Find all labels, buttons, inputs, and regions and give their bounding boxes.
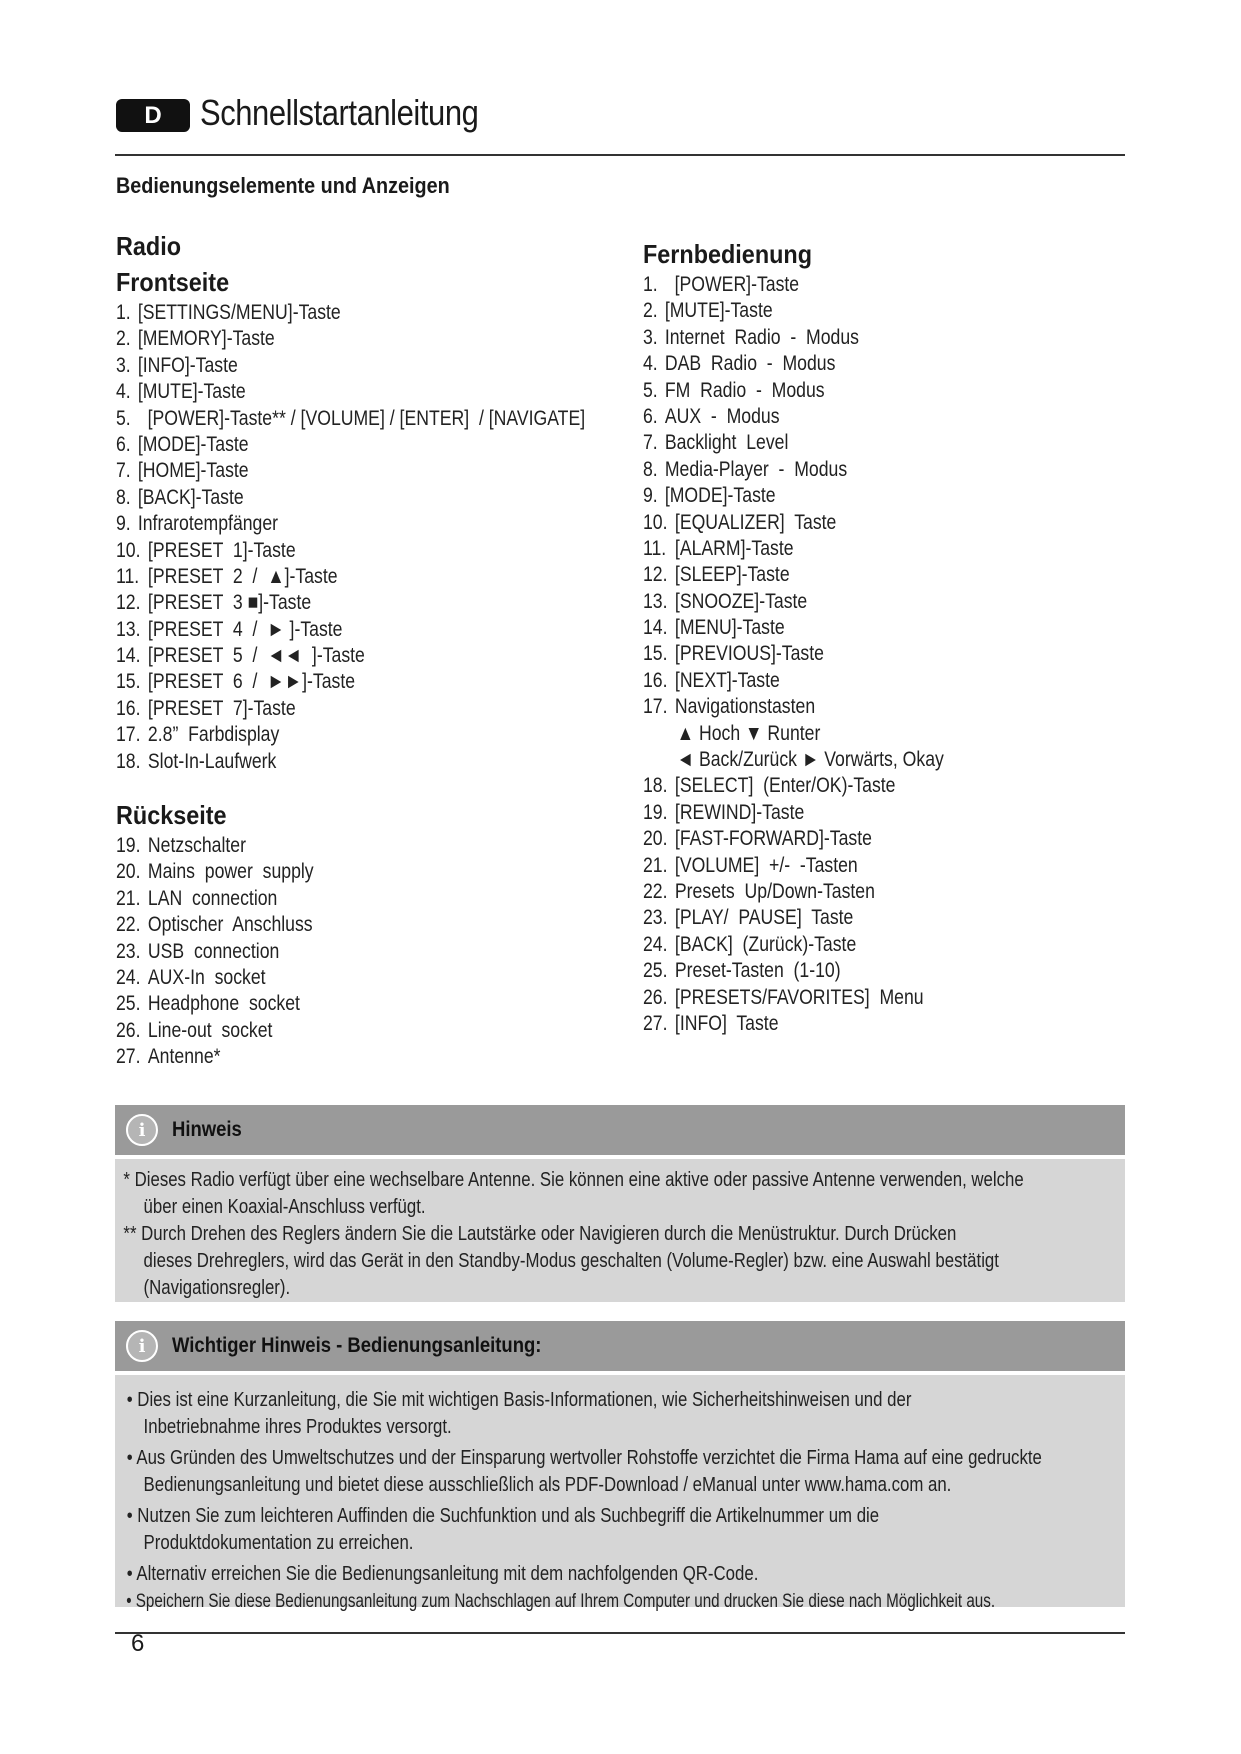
item-text: FM Radio - Modus <box>664 378 825 402</box>
remote-list-item <box>643 800 1097 826</box>
front-list-item <box>116 485 570 511</box>
item-text: [POWER]-Taste <box>664 273 800 296</box>
document-title: Schnellstartanleitung <box>200 92 479 133</box>
item-text: Preset-Tasten (1-10) <box>674 959 841 983</box>
item-number: 26. <box>643 985 668 1009</box>
back-list-item <box>116 939 570 965</box>
item-text: Backlight Level <box>664 431 789 455</box>
item-number: 17. <box>116 723 141 747</box>
item-text: [SLEEP]-Taste <box>674 563 790 587</box>
front-list-item <box>116 538 570 564</box>
remote-list-item <box>643 879 1097 905</box>
remote-list-item <box>643 958 1097 984</box>
item-text: Headphone socket <box>147 992 300 1016</box>
bullet-line: Produktdokumentation zu erreichen. <box>143 1532 414 1554</box>
remote-list-item <box>643 985 1097 1011</box>
item-text: [EQUALIZER] Taste <box>674 510 837 534</box>
item-text: [PRESET 1]-Taste <box>147 538 296 562</box>
item-text: [PRESET 5 / ◄◄ ]-Taste <box>147 644 365 668</box>
note-line: * Dieses Radio verfügt über eine wechselbare Antenne. Sie können eine aktive oder passive Antenne verwenden, welche <box>123 1169 1024 1191</box>
front-list-item <box>116 564 570 590</box>
item-number: 11. <box>116 564 140 588</box>
important-note-body <box>115 1375 1125 1612</box>
remote-list-item <box>643 668 1097 694</box>
right-column <box>643 236 1183 1037</box>
back-list-item <box>116 1044 570 1070</box>
back-heading: Rückseite <box>116 800 227 831</box>
nav-sub-up-down: ▲ Hoch ▼ Runter <box>676 721 821 745</box>
item-number: 2. <box>643 299 658 323</box>
item-text: [INFO] Taste <box>674 1011 779 1035</box>
item-number: 14. <box>643 616 668 640</box>
item-text: [PRESET 6 / ►►]-Taste <box>147 670 356 694</box>
item-number: 20. <box>116 860 141 884</box>
item-text: [FAST-FORWARD]-Taste <box>674 827 872 851</box>
item-text: Navigationstasten <box>674 695 816 719</box>
item-text: Line-out socket <box>147 1018 273 1042</box>
remote-list-item <box>643 826 1097 852</box>
item-text: [MEMORY]-Taste <box>137 327 275 351</box>
item-text: [PRESET 7]-Taste <box>147 696 296 720</box>
item-text: [POWER]-Taste** / [VOLUME] / [ENTER] / [NAVIGATE] <box>137 406 586 430</box>
item-text: [PRESETS/FAVORITES] Menu <box>674 985 924 1009</box>
remote-list-item <box>643 641 1097 667</box>
front-list-item <box>116 432 570 458</box>
front-list-item <box>116 458 570 484</box>
item-number: 27. <box>116 1045 141 1069</box>
bullet-line: • Alternativ erreichen Sie die Bedienungsanleitung mit dem nachfolgenden QR-Code. <box>126 1563 759 1585</box>
back-list-item <box>116 1018 570 1044</box>
item-number: 12. <box>643 563 668 587</box>
nav-sub-back-forward: ◄ Back/Zurück ► Vorwärts, Okay <box>676 748 944 772</box>
item-number: 19. <box>116 834 141 858</box>
item-number: 21. <box>116 886 141 910</box>
item-number: 19. <box>643 800 668 824</box>
item-text: USB connection <box>147 939 280 963</box>
remote-controls-list-2 <box>643 773 1183 1037</box>
note-line: (Navigationsregler). <box>143 1277 291 1299</box>
front-list-item <box>116 722 570 748</box>
front-list-item <box>116 406 586 432</box>
important-note-title: Wichtiger Hinweis - Bedienungsanleitung: <box>172 1334 542 1357</box>
remote-list-item <box>643 510 1097 536</box>
front-list-item <box>116 353 570 379</box>
remote-heading: Fernbedienung <box>643 239 813 269</box>
item-number: 22. <box>116 913 141 937</box>
item-number: 9. <box>116 512 131 536</box>
back-list-item <box>116 991 570 1017</box>
item-text: Media-Player - Modus <box>664 457 848 481</box>
front-list-item <box>116 326 570 352</box>
item-number: 23. <box>116 939 141 963</box>
bullet-line: Bedienungsanleitung und bietet diese ausschließlich als PDF-Download / eManual unter www.hama.com an. <box>143 1474 952 1496</box>
item-text: 2.8” Farbdisplay <box>147 723 280 747</box>
item-text: [MUTE]-Taste <box>664 299 773 323</box>
footer-rule <box>115 1632 1125 1634</box>
item-text: Internet Radio - Modus <box>664 325 859 349</box>
item-number: 3. <box>116 353 131 377</box>
front-list-item <box>116 379 570 405</box>
item-text: Optischer Anschluss <box>147 913 313 937</box>
back-controls-list <box>116 833 656 1071</box>
language-badge: D <box>116 99 190 132</box>
bullet-line: • Speichern Sie diese Bedienungsanleitung zum Nachschlagen auf Ihrem Computer und drucken Sie diese nach Möglichkeit aus. <box>126 1591 996 1612</box>
item-number: 2. <box>116 327 131 351</box>
item-number: 20. <box>643 827 668 851</box>
info-icon: i <box>126 1114 158 1146</box>
remote-controls-list <box>643 272 1183 721</box>
item-text: [MODE]-Taste <box>137 432 249 456</box>
item-text: [HOME]-Taste <box>137 459 249 483</box>
note-line: über einen Koaxial-Anschluss verfügt. <box>143 1196 426 1218</box>
item-number: 10. <box>643 510 668 534</box>
remote-list-item <box>643 1011 1097 1037</box>
item-number: 16. <box>643 668 668 692</box>
remote-list-item <box>643 536 1097 562</box>
remote-list-item <box>643 272 1097 298</box>
item-number: 14. <box>116 644 141 668</box>
item-text: AUX - Modus <box>664 404 780 428</box>
remote-list-item <box>643 615 1097 641</box>
remote-list-item <box>643 932 1097 958</box>
item-number: 6. <box>643 404 658 428</box>
item-number: 4. <box>116 380 131 404</box>
item-number: 7. <box>643 431 658 455</box>
nav-sub-list <box>643 721 1183 774</box>
item-text: LAN connection <box>147 886 278 910</box>
item-number: 25. <box>643 959 668 983</box>
front-list-item <box>116 643 570 669</box>
front-list-item <box>116 696 570 722</box>
remote-list-item <box>643 298 1097 324</box>
item-number: 12. <box>116 591 141 615</box>
note-line: dieses Drehreglers, wird das Gerät in den Standby-Modus geschalten (Volume-Regler) bzw. eine Auswahl bestätigt <box>143 1250 999 1272</box>
remote-list-item <box>643 905 1097 931</box>
remote-list-item <box>643 457 1097 483</box>
item-number: 4. <box>643 352 658 376</box>
remote-list-item <box>643 483 1097 509</box>
note-body <box>115 1159 1125 1302</box>
header-rule <box>115 154 1125 156</box>
bullet-line: Inbetriebnahme ihres Produktes versorgt. <box>143 1416 452 1438</box>
back-list-item <box>116 912 570 938</box>
front-controls-list <box>116 300 656 775</box>
front-list-item <box>116 617 570 643</box>
item-text: [VOLUME] +/- -Tasten <box>674 853 858 877</box>
item-text: Slot-In-Laufwerk <box>147 749 277 773</box>
item-text: [PRESET 4 / ► ]-Taste <box>147 617 343 641</box>
remote-list-item <box>643 325 1097 351</box>
remote-list-item <box>643 773 1097 799</box>
item-number: 26. <box>116 1018 141 1042</box>
left-column <box>116 228 656 1071</box>
item-text: [PRESET 3 ■]-Taste <box>147 591 312 615</box>
item-text: [MODE]-Taste <box>664 484 776 508</box>
item-number: 1. <box>643 273 658 296</box>
item-number: 1. <box>116 301 131 324</box>
item-text: Presets Up/Down-Tasten <box>674 879 875 903</box>
item-text: AUX-In socket <box>147 965 266 989</box>
remote-list-item <box>643 562 1097 588</box>
item-text: [PLAY/ PAUSE] Taste <box>674 906 854 930</box>
back-list-item <box>116 965 570 991</box>
item-text: [MUTE]-Taste <box>137 380 246 404</box>
item-number: 7. <box>116 459 131 483</box>
note-header <box>115 1105 1125 1155</box>
item-number: 25. <box>116 992 141 1016</box>
item-text: [BACK]-Taste <box>137 485 244 509</box>
item-text: Antenne* <box>147 1045 221 1069</box>
item-number: 15. <box>116 670 141 694</box>
item-number: 6. <box>116 432 131 456</box>
item-number: 17. <box>643 695 668 719</box>
item-number: 18. <box>643 774 668 798</box>
remote-list-item <box>643 404 1097 430</box>
page-number: 6 <box>131 1630 145 1657</box>
item-text: [SETTINGS/MENU]-Taste <box>137 301 341 324</box>
item-text: [NEXT]-Taste <box>674 668 780 692</box>
remote-list-item <box>643 378 1097 404</box>
back-list-item <box>116 833 570 859</box>
item-text: [SNOOZE]-Taste <box>674 589 808 613</box>
item-number: 21. <box>643 853 668 877</box>
front-list-item <box>116 511 570 537</box>
front-list-item <box>116 669 570 695</box>
bullet-line: • Dies ist eine Kurzanleitung, die Sie mit wichtigen Basis-Informationen, wie Sicherheitshinweisen und der <box>126 1389 912 1411</box>
item-text: Infrarotempfänger <box>137 512 279 536</box>
item-number: 8. <box>116 485 131 509</box>
item-number: 24. <box>643 932 668 956</box>
back-list-item <box>116 886 570 912</box>
item-text: [PREVIOUS]-Taste <box>674 642 824 666</box>
item-number: 18. <box>116 749 141 773</box>
bullet-line: • Nutzen Sie zum leichteren Auffinden die Suchfunktion und als Suchbegriff die Artikelnummer um die <box>126 1505 880 1527</box>
item-number: 27. <box>643 1011 668 1035</box>
item-text: [ALARM]-Taste <box>674 536 794 560</box>
item-text: [PRESET 2 / ▲]-Taste <box>147 564 338 588</box>
radio-heading: Radio <box>116 231 182 261</box>
front-heading: Frontseite <box>116 267 230 297</box>
item-number: 15. <box>643 642 668 666</box>
item-number: 22. <box>643 879 668 903</box>
item-text: [BACK] (Zurück)-Taste <box>674 932 857 956</box>
item-text: DAB Radio - Modus <box>664 352 836 376</box>
bullet-line: • Aus Gründen des Umweltschutzes und der Einsparung wertvoller Rohstoffe verzichtet die Firma Hama auf eine gedruckte <box>126 1447 1042 1469</box>
item-text: [MENU]-Taste <box>674 616 785 640</box>
important-note-header <box>115 1321 1125 1371</box>
item-number: 16. <box>116 696 141 720</box>
item-number: 5. <box>643 378 658 402</box>
item-text: Netzschalter <box>147 834 246 858</box>
item-text: Mains power supply <box>147 860 314 884</box>
remote-list-item <box>643 351 1097 377</box>
item-text: [REWIND]-Taste <box>674 800 805 824</box>
item-number: 8. <box>643 457 658 481</box>
item-number: 9. <box>643 484 658 508</box>
front-list-item <box>116 590 570 616</box>
info-icon: i <box>126 1330 158 1362</box>
item-number: 13. <box>643 589 668 613</box>
remote-list-item <box>643 589 1097 615</box>
remote-list-item <box>643 694 1097 720</box>
note-line: ** Durch Drehen des Reglers ändern Sie die Lautstärke oder Navigieren durch die Menüstruktur. Durch Drücken <box>123 1223 957 1245</box>
item-number: 10. <box>116 538 141 562</box>
item-number: 5. <box>116 406 131 430</box>
item-number: 24. <box>116 965 141 989</box>
item-text: [SELECT] (Enter/OK)-Taste <box>674 774 896 798</box>
note-title: Hinweis <box>172 1118 242 1141</box>
item-number: 13. <box>116 617 141 641</box>
front-list-item <box>116 749 570 775</box>
item-number: 3. <box>643 325 658 349</box>
remote-list-item <box>643 430 1097 456</box>
item-text: [INFO]-Taste <box>137 353 238 377</box>
front-list-item <box>116 300 570 326</box>
item-number: 23. <box>643 906 668 930</box>
item-number: 11. <box>643 536 667 560</box>
remote-list-item <box>643 853 1097 879</box>
section-title: Bedienungselemente und Anzeigen <box>116 173 450 198</box>
back-list-item <box>116 859 570 885</box>
